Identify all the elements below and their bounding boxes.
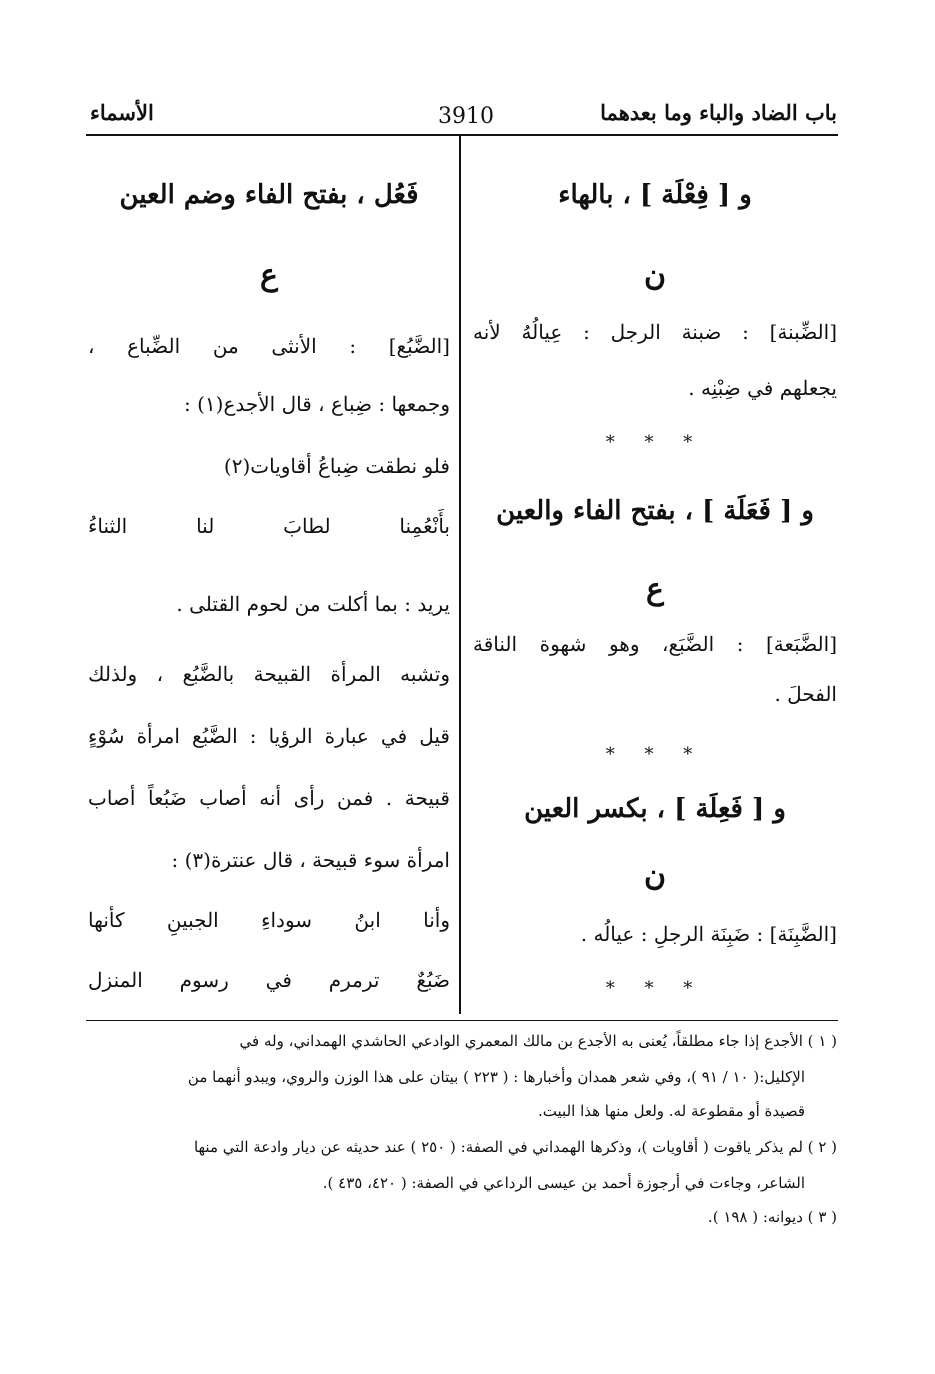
entry-line: امرأة سوء قبيحة ، قال عنترة(٣) : (171, 848, 450, 872)
footnote-line: ( ٢ ) لم يذكر ياقوت ( أقاويات )، وذكرها الهمداني في الصفة: ( ٢٥٠ ) عند حديثه عن ديار وادعة التي منها (193, 1138, 837, 1156)
entry-line: [الضِّبنة] : ضبنة الرجل : عِيالُهُ لأنه (473, 320, 837, 344)
page-number: 3910 (438, 104, 494, 129)
entry-heading: و [ فَعَلَة ] ، بفتح الفاء والعين (496, 496, 814, 526)
entry-line: قيل في عبارة الرؤيا : الضَّبُع امرأة سُوْءٍ (88, 724, 450, 748)
entry-heading: و [ فِعْلَة ] ، بالهاء (558, 180, 752, 210)
column-divider (459, 136, 461, 1014)
root-letter: ن (643, 258, 667, 293)
footnote-line: الشاعر، وجاءت في أرجوزة أحمد بن عيسى الرداعي في الصفة: ( ٤٢٠، ٤٣٥ ). (322, 1174, 805, 1192)
entry-line: وجمعها : ضِباع ، قال الأجدع(١) : (184, 392, 450, 416)
footnote-line: قصيدة أو مقطوعة له. ولعل منها هذا البيت. (538, 1102, 805, 1120)
entry-line: الفحلَ . (774, 682, 837, 706)
entry-heading: فَعُل ، بفتح الفاء وضم العين (119, 180, 419, 210)
entry-line: يجعلهم في ضِبْنِه . (688, 376, 837, 400)
footnote-line: ( ٣ ) ديوانه: ( ١٩٨ ). (707, 1208, 837, 1226)
entry-heading: و [ فَعِلَة ] ، بكسر العين (524, 794, 786, 824)
running-header (0, 100, 935, 136)
header-rule (86, 134, 838, 136)
entry-line: وتشبه المرأة القبيحة بالضَّبُع ، ولذلك (88, 662, 450, 686)
footnote-rule (86, 1020, 838, 1021)
separator-stars: * * * (605, 432, 705, 453)
entry-line: [الضَّبُع] : الأنثى من الضِّباع ، (88, 334, 450, 358)
entry-line: قبيحة . فمن رأى أنه أصاب ضَبُعاً أصاب (88, 786, 450, 810)
section-title: الأسماء (90, 100, 154, 125)
poem-hemistich: بأَنْعُمِنا لطابَ لنا الثناءُ (88, 514, 450, 538)
entry-line: [الضَّبَعة] : الضَّبَع، وهو شهوة الناقة (473, 632, 837, 656)
root-letter: ع (260, 258, 278, 293)
footnote-line: ( ١ ) الأجدع إذا جاء مطلقاً، يُعنى به الأجدع بن مالك المعمري الوادعي الحاشدي الهمداني، وله في (239, 1032, 837, 1050)
poem-hemistich: ضَبُعٌ ترمرم في رسوم المنزل (88, 968, 450, 992)
entry-line: يريد : بما أكلت من لحوم القتلى . (176, 592, 450, 616)
root-letter: ن (643, 858, 667, 893)
separator-stars: * * * (605, 978, 705, 999)
poem-hemistich: فلو نطقت ضِباعُ أقاويات(٢) (223, 454, 450, 478)
poem-hemistich: وأنا ابنُ سوداءِ الجبينِ كأنها (88, 908, 450, 932)
separator-stars: * * * (605, 744, 705, 765)
chapter-title: باب الضاد والباء وما بعدهما (600, 100, 837, 125)
footnote-line: الإكليل:( ١٠ / ٩١ )، وفي شعر همدان وأخبارها : ( ٢٢٣ ) بيتان على هذا الوزن والروي، ويبدو أنهما من (187, 1068, 805, 1086)
entry-line: [الضَّبِنَة] : ضَبِنَة الرجلِ : عيالُه . (580, 922, 837, 946)
root-letter: ع (646, 572, 664, 607)
